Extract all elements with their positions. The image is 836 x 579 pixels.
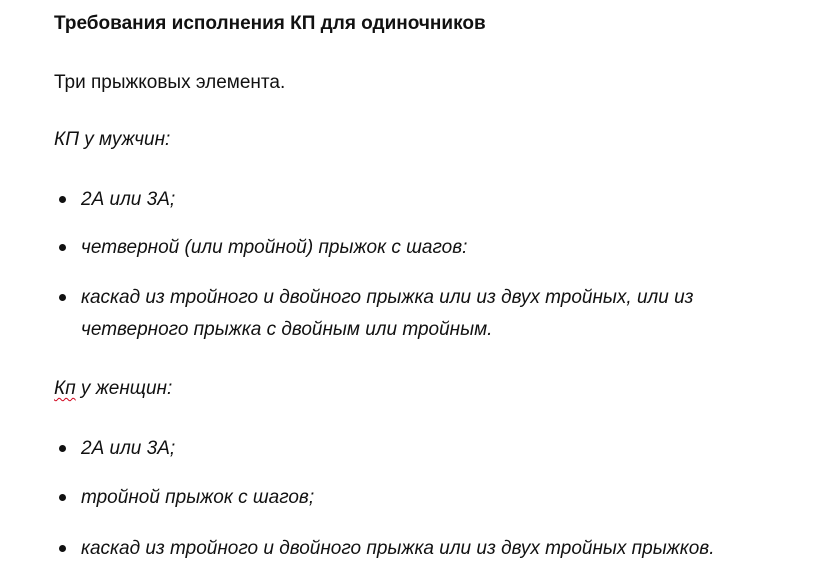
- bullet-icon: [59, 545, 66, 552]
- list-item-text: каскад из тройного и двойного прыжка или из двух тройных прыжков.: [81, 538, 715, 559]
- list-item-text: 2А или 3А;: [81, 189, 176, 210]
- section-title-women-rest: у женщин:: [75, 378, 173, 399]
- bullet-icon: [59, 196, 66, 203]
- list-item-text: тройной прыжок с шагов;: [81, 487, 315, 508]
- page-heading: Требования исполнения КП для одиночников: [54, 13, 486, 34]
- list-item-text: 2А или 3А;: [81, 438, 176, 459]
- misspelled-word: Кп: [54, 378, 76, 399]
- bullet-icon: [59, 244, 66, 251]
- bullet-icon: [59, 294, 66, 301]
- section-title-women: [54, 376, 172, 402]
- section-title-men: КП у мужчин:: [54, 129, 171, 150]
- bullet-icon: [59, 494, 66, 501]
- list-item-text: каскад из тройного и двойного прыжка или из двух тройных, или из четверного прыжка с двойным или тройным.: [81, 287, 694, 340]
- list-item-text: четверной (или тройной) прыжок с шагов:: [81, 237, 468, 258]
- bullet-icon: [59, 445, 66, 452]
- intro-text: Три прыжковых элемента.: [54, 72, 286, 93]
